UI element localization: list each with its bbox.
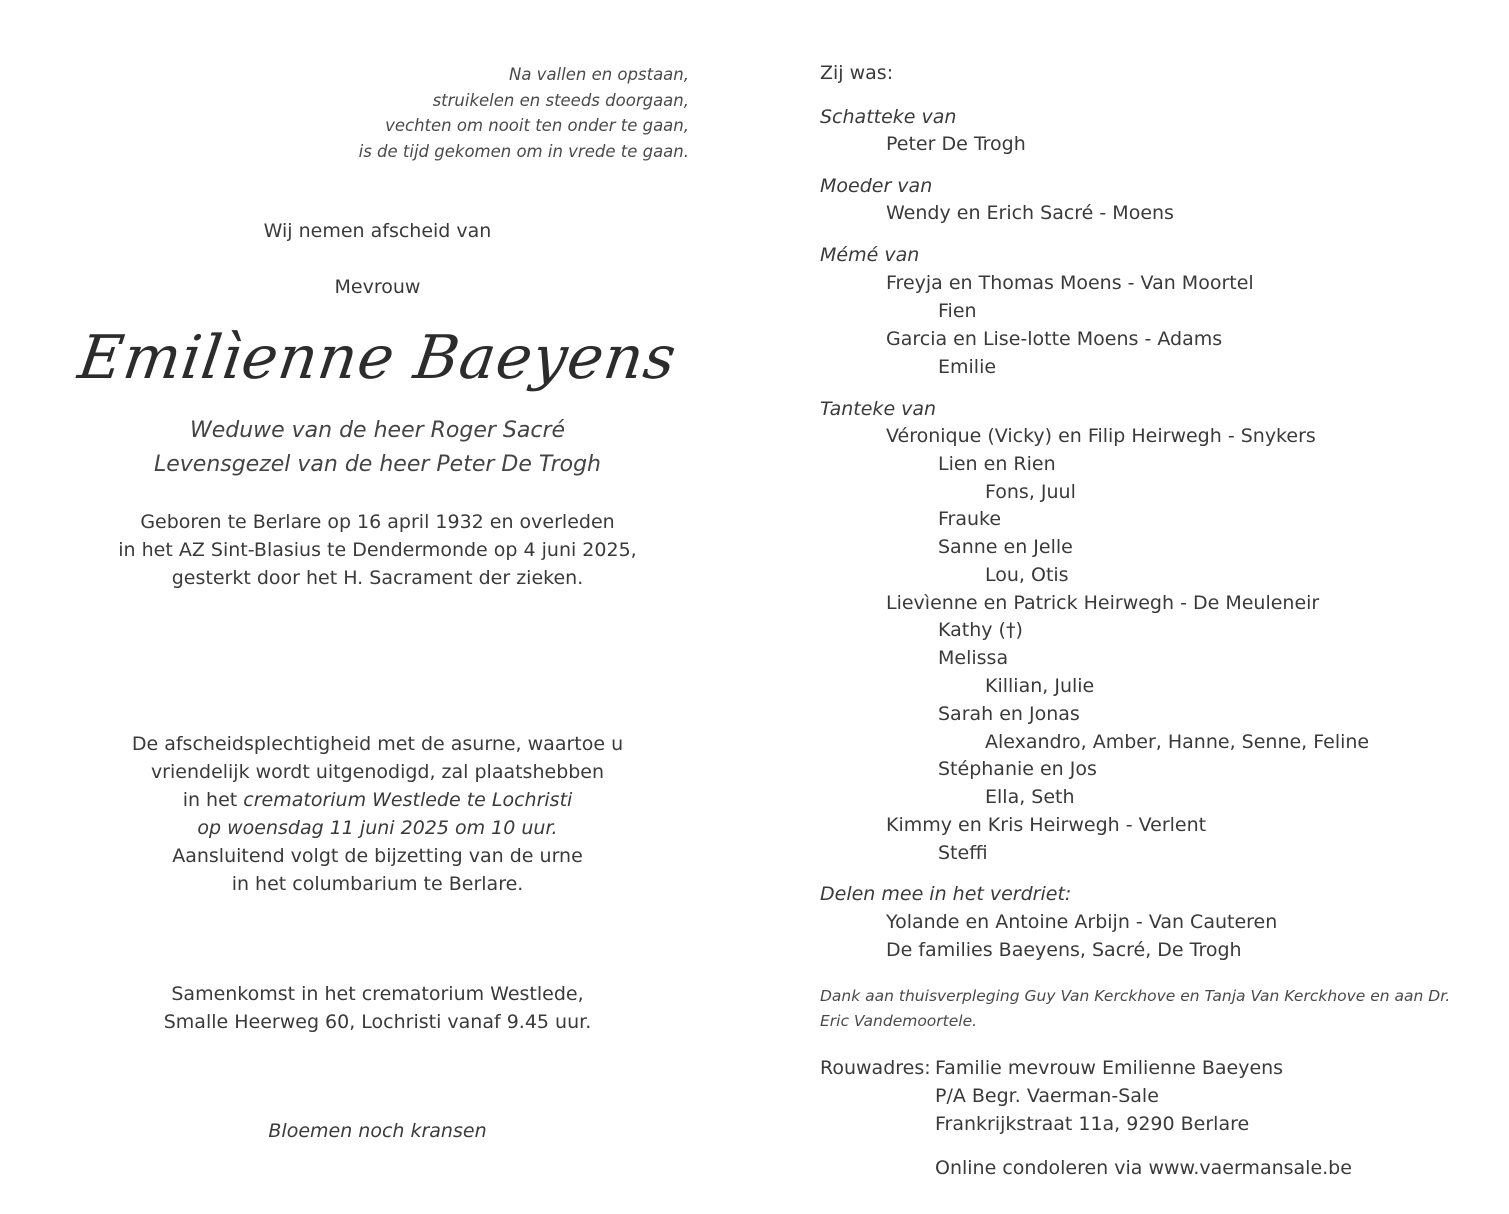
ceremony-prefix: in het xyxy=(182,789,244,811)
family-member: Lien en Rien xyxy=(938,453,1056,475)
family-intro: Zij was: xyxy=(820,62,894,84)
birth-death-info xyxy=(0,508,755,592)
deceased-name: Emilìenne Baeyens xyxy=(74,323,681,393)
ceremony-date: op woensdag 11 juni 2025 om 10 uur. xyxy=(197,817,558,839)
family-category: Delen mee in het verdriet: xyxy=(820,883,1072,905)
family-member: Sanne en Jelle xyxy=(938,536,1073,558)
ceremony-line xyxy=(0,786,755,814)
address-label: Rouwadres: xyxy=(820,1057,931,1079)
poem-line: vechten om nooit ten onder te gaan, xyxy=(385,116,689,135)
intro-text: Wij nemen afscheid van xyxy=(263,220,492,242)
address-line: Frankrijkstraat 11a, 9290 Berlare xyxy=(935,1113,1250,1135)
family-member: Steffi xyxy=(938,842,988,864)
honorific: Mevrouw xyxy=(334,276,421,298)
right-page xyxy=(820,0,1480,1214)
gathering-line: Smalle Heerweg 60, Lochristi vanaf 9.45 uur. xyxy=(163,1011,592,1033)
family-member: Stéphanie en Jos xyxy=(938,758,1097,780)
info-line: in het AZ Sint-Blasius te Dendermonde op 4 juni 2025, xyxy=(118,539,637,561)
family-member: Emilie xyxy=(938,356,997,378)
ceremony-line: vriendelijk wordt uitgenodigd, zal plaatshebben xyxy=(150,761,605,783)
address-line: Familie mevrouw Emilienne Baeyens xyxy=(935,1057,1284,1079)
family-member: Kathy (†) xyxy=(938,619,1023,641)
ceremony-location: crematorium Westlede te Lochristi xyxy=(243,789,573,811)
address-line: P/A Begr. Vaerman-Sale xyxy=(935,1085,1159,1107)
family-member: Véronique (Vicky) en Filip Heirwegh - Snykers xyxy=(886,425,1316,447)
family-member: De families Baeyens, Sacré, De Trogh xyxy=(886,939,1242,961)
info-line: Geboren te Berlare op 16 april 1932 en overleden xyxy=(140,511,615,533)
gathering-line: Samenkomst in het crematorium Westlede, xyxy=(171,983,584,1005)
poem-line: is de tijd gekomen om in vrede te gaan. xyxy=(358,141,689,161)
family-member: Ella, Seth xyxy=(985,786,1075,808)
relations xyxy=(0,414,755,482)
poem-line: struikelen en steeds doorgaan, xyxy=(432,90,689,110)
family-category: Schatteke van xyxy=(820,106,957,128)
poem xyxy=(359,62,689,164)
family-member: Freyja en Thomas Moens - Van Moortel xyxy=(886,272,1254,294)
thanks-note: Dank aan thuisverpleging Guy Van Kerckhove en Tanja Van Kerckhove en aan Dr. Eric Vandemoortele. xyxy=(820,987,1451,1030)
family-member: Lievìenne en Patrick Heirwegh - De Meuleneir xyxy=(886,592,1320,614)
family-member: Fien xyxy=(938,300,977,322)
gathering-info xyxy=(0,980,755,1036)
family-category: Tanteke van xyxy=(820,398,937,420)
relation-line: Levensgezel van de heer Peter De Trogh xyxy=(153,452,602,477)
ceremony-line: Aansluitend volgt de bijzetting van de urne xyxy=(172,845,583,867)
family-member: Sarah en Jonas xyxy=(938,703,1080,725)
family-member: Peter De Trogh xyxy=(886,133,1026,155)
family-member: Killian, Julie xyxy=(985,675,1095,697)
family-member: Garcia en Lise-lotte Moens - Adams xyxy=(886,328,1223,350)
online-condolence: Online condoleren via www.vaermansale.be xyxy=(935,1157,1352,1179)
family-member: Melissa xyxy=(938,647,1009,669)
family-member: Frauke xyxy=(938,508,1002,530)
family-member: Lou, Otis xyxy=(985,564,1069,586)
relation-line: Weduwe van de heer Roger Sacré xyxy=(189,418,566,443)
info-line: gesterkt door het H. Sacrament der zieken. xyxy=(171,567,584,589)
poem-line: Na vallen en opstaan, xyxy=(508,65,689,84)
ceremony-line: in het columbarium te Berlare. xyxy=(231,873,524,895)
family-category: Mémé van xyxy=(820,244,920,266)
ceremony-line: De afscheidsplechtigheid met de asurne, waartoe u xyxy=(131,733,624,755)
family-member: Wendy en Erich Sacré - Moens xyxy=(886,202,1174,224)
family-member: Fons, Juul xyxy=(985,481,1076,503)
ceremony-info xyxy=(0,730,755,898)
family-member: Yolande en Antoine Arbijn - Van Cauteren xyxy=(886,911,1278,933)
family-member: Alexandro, Amber, Hanne, Senne, Feline xyxy=(985,731,1370,753)
family-category: Moeder van xyxy=(820,175,933,197)
family-member: Kimmy en Kris Heirwegh - Verlent xyxy=(886,814,1207,836)
flowers-note: Bloemen noch kransen xyxy=(268,1120,487,1142)
